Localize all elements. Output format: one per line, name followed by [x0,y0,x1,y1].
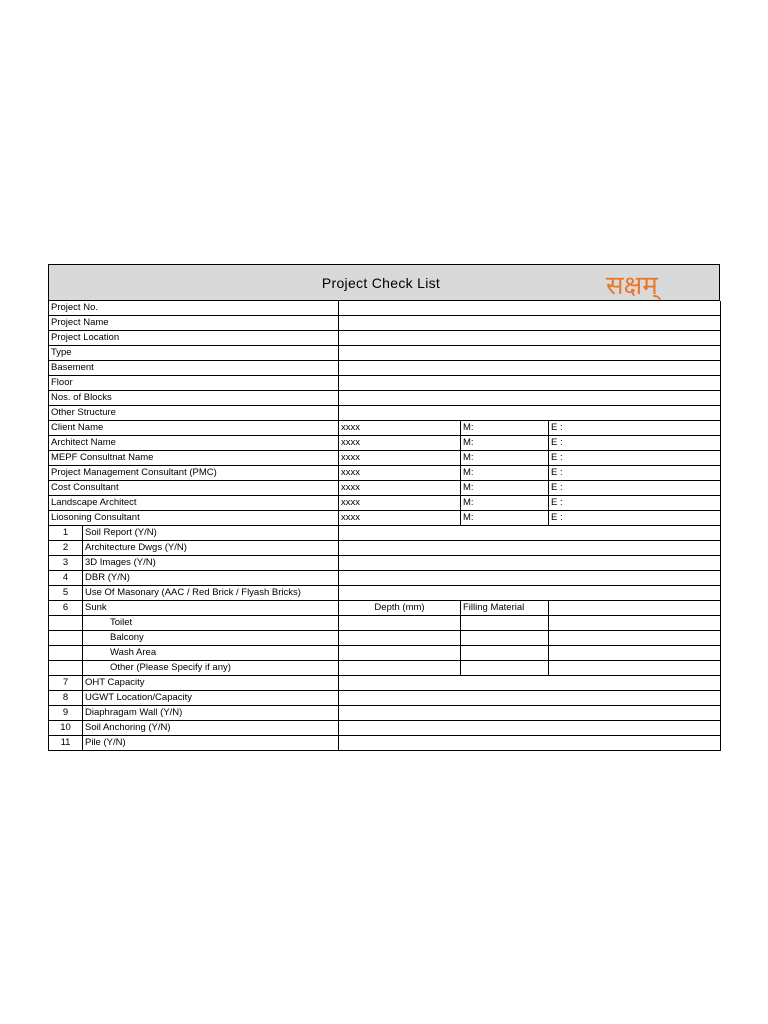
sunk-extra[interactable] [549,601,721,616]
contact-label: Liosoning Consultant [49,511,339,526]
item-number: 5 [49,586,83,601]
item-number: 10 [49,721,83,736]
info-row [49,406,721,421]
item-number: 7 [49,676,83,691]
check-row [49,571,721,586]
item-label: UGWT Location/Capacity [83,691,339,706]
contact-name[interactable]: xxxx [339,436,461,451]
field-value[interactable] [339,316,721,331]
sunk-extra[interactable] [549,631,721,646]
empty-number [49,661,83,676]
empty-number [49,646,83,661]
sunk-header-row [49,601,721,616]
sunk-item-label: Balcony [83,631,339,646]
sunk-row [49,661,721,676]
info-row [49,331,721,346]
check-row [49,721,721,736]
item-label: Diaphragam Wall (Y/N) [83,706,339,721]
contact-row [49,436,721,451]
item-label: Sunk [83,601,339,616]
field-label: Other Structure [49,406,339,421]
item-number: 11 [49,736,83,751]
item-label: OHT Capacity [83,676,339,691]
field-value[interactable] [339,376,721,391]
contact-mobile[interactable]: M: [461,451,549,466]
page-title: Project Check List [321,275,441,291]
field-value[interactable] [339,301,721,316]
info-row [49,316,721,331]
item-number: 6 [49,601,83,616]
check-row [49,526,721,541]
contact-name[interactable]: xxxx [339,496,461,511]
check-row [49,736,721,751]
depth-value[interactable] [339,631,461,646]
checklist-sheet [48,264,720,751]
contact-mobile[interactable]: M: [461,466,549,481]
item-value[interactable] [339,706,721,721]
item-value[interactable] [339,571,721,586]
contact-name[interactable]: xxxx [339,481,461,496]
empty-number [49,616,83,631]
contact-email[interactable]: E : [549,511,721,526]
contact-row [49,466,721,481]
contact-mobile[interactable]: M: [461,481,549,496]
checklist-table [48,301,721,751]
item-number: 8 [49,691,83,706]
field-label: Basement [49,361,339,376]
check-row [49,541,721,556]
item-value[interactable] [339,541,721,556]
item-value[interactable] [339,691,721,706]
field-value[interactable] [339,361,721,376]
info-row [49,301,721,316]
contact-row [49,511,721,526]
item-value[interactable] [339,526,721,541]
contact-label: Client Name [49,421,339,436]
contact-label: Architect Name [49,436,339,451]
item-label: Soil Anchoring (Y/N) [83,721,339,736]
depth-value[interactable] [339,646,461,661]
item-number: 3 [49,556,83,571]
sheet-header [48,264,720,301]
sunk-item-label: Wash Area [83,646,339,661]
item-value[interactable] [339,586,721,601]
contact-email[interactable]: E : [549,451,721,466]
filling-value[interactable] [461,616,549,631]
item-value[interactable] [339,721,721,736]
item-value[interactable] [339,736,721,751]
item-number: 4 [49,571,83,586]
depth-value[interactable] [339,616,461,631]
contact-email[interactable]: E : [549,481,721,496]
contact-email[interactable]: E : [549,466,721,481]
saksham-logo: सक्षम् [606,271,658,301]
info-row [49,376,721,391]
contact-label: Landscape Architect [49,496,339,511]
contact-row [49,481,721,496]
item-value[interactable] [339,676,721,691]
contact-mobile[interactable]: M: [461,436,549,451]
sunk-row [49,646,721,661]
field-label: Project Location [49,331,339,346]
filling-value[interactable] [461,631,549,646]
field-value[interactable] [339,331,721,346]
field-value[interactable] [339,391,721,406]
field-value[interactable] [339,406,721,421]
item-value[interactable] [339,556,721,571]
depth-header: Depth (mm) [339,601,461,616]
field-value[interactable] [339,346,721,361]
item-number: 9 [49,706,83,721]
contact-mobile[interactable]: M: [461,511,549,526]
sunk-extra[interactable] [549,616,721,631]
contact-row [49,421,721,436]
check-row [49,676,721,691]
contact-mobile[interactable]: M: [461,421,549,436]
contact-email[interactable]: E : [549,421,721,436]
sunk-item-label: Other (Please Specify if any) [83,661,339,676]
item-label: Architecture Dwgs (Y/N) [83,541,339,556]
contact-name[interactable]: xxxx [339,511,461,526]
item-label: 3D Images (Y/N) [83,556,339,571]
filling-value[interactable] [461,646,549,661]
item-label: Use Of Masonary (AAC / Red Brick / Flyash Bricks) [83,586,339,601]
check-row [49,691,721,706]
sunk-row [49,616,721,631]
field-label: Floor [49,376,339,391]
info-row [49,391,721,406]
contact-name[interactable]: xxxx [339,466,461,481]
check-row [49,586,721,601]
info-row [49,346,721,361]
info-row [49,361,721,376]
contact-row [49,451,721,466]
contact-mobile[interactable]: M: [461,496,549,511]
sunk-row [49,631,721,646]
filling-value[interactable] [461,661,549,676]
sunk-extra[interactable] [549,661,721,676]
contact-name[interactable]: xxxx [339,451,461,466]
field-label: Project Name [49,316,339,331]
check-row [49,556,721,571]
item-label: Pile (Y/N) [83,736,339,751]
item-number: 2 [49,541,83,556]
filling-header: Filling Material [461,601,549,616]
item-label: DBR (Y/N) [83,571,339,586]
contact-row [49,496,721,511]
field-label: Type [49,346,339,361]
sunk-item-label: Toilet [83,616,339,631]
contact-label: Cost Consultant [49,481,339,496]
contact-email[interactable]: E : [549,496,721,511]
contact-name[interactable]: xxxx [339,421,461,436]
item-label: Soil Report (Y/N) [83,526,339,541]
depth-value[interactable] [339,661,461,676]
item-number: 1 [49,526,83,541]
field-label: Nos. of Blocks [49,391,339,406]
check-row [49,706,721,721]
empty-number [49,631,83,646]
contact-label: Project Management Consultant (PMC) [49,466,339,481]
contact-email[interactable]: E : [549,436,721,451]
contact-label: MEPF Consultnat Name [49,451,339,466]
field-label: Project No. [49,301,339,316]
sunk-extra[interactable] [549,646,721,661]
